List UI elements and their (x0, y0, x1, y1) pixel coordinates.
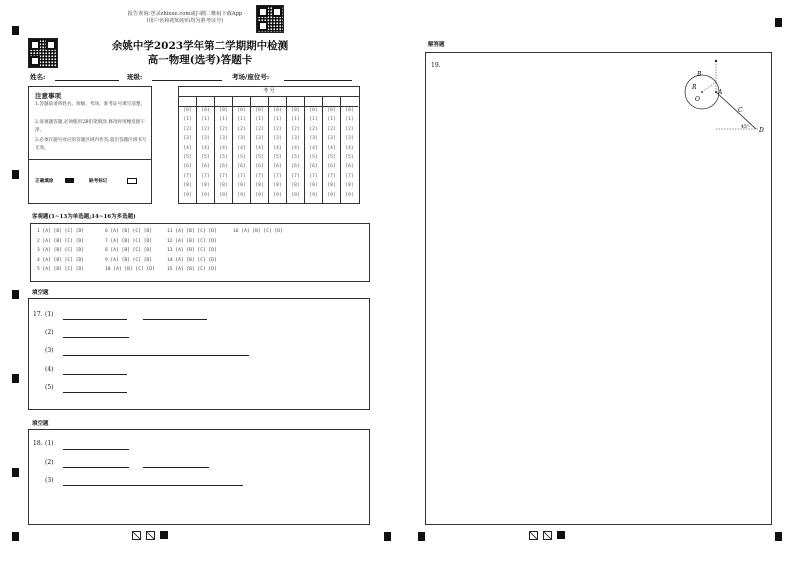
report-query-line-1: 报告查询:登录zhixue.com或扫描二维码下载App (127, 11, 243, 17)
exam-digit-option[interactable]: [2] (309, 126, 318, 132)
exam-digit-option[interactable]: [0] (327, 108, 336, 113)
footer-slash-box-3 (529, 531, 538, 540)
exam-digit-option[interactable]: [5] (255, 155, 264, 160)
radius-line (702, 82, 716, 92)
exam-digit-option[interactable]: [7] (183, 173, 192, 179)
question-18-number: 18. (33, 440, 43, 447)
mc-question-2[interactable]: 2 [A] [B] [C] [D] (37, 238, 85, 244)
correct-fill-label: 正确填涂 (35, 179, 54, 184)
exam-digit-option[interactable]: [0] (201, 108, 210, 113)
exam-digit-option[interactable]: [8] (219, 183, 228, 189)
mc-question-16[interactable]: 16 [A] [B] [C] [D] (233, 229, 283, 234)
exam-digit-option[interactable]: [0] (183, 108, 192, 113)
exam-digit-option[interactable]: [3] (183, 136, 192, 142)
exam-digit-option[interactable]: [3] (219, 136, 228, 142)
q17-sub-4: (4) (45, 366, 54, 373)
exam-digit-option[interactable]: [9] (219, 192, 228, 198)
exam-digit-option[interactable]: [2] (183, 126, 192, 132)
missing-exam-label: 缺考标记 (89, 179, 108, 184)
exam-digit-option[interactable]: [5] (183, 155, 192, 160)
exam-digit-option[interactable]: [8] (327, 183, 336, 189)
exam-digit-option[interactable]: [8] (201, 183, 210, 189)
exam-digit-option[interactable]: [0] (291, 108, 300, 113)
mc-question-9[interactable]: 9 [A] [B] [C] [D] (105, 257, 153, 263)
corner-mark-bottom-left (12, 532, 19, 541)
exam-digit-option[interactable]: [8] (255, 183, 264, 189)
exam-digit-option[interactable]: [1] (345, 117, 354, 123)
question-17-number: 17. (33, 311, 43, 318)
exam-digit-option[interactable]: [2] (255, 126, 264, 132)
sheet-subtitle: 高一物理(选考)答题卡 (147, 54, 253, 66)
exam-digit-option[interactable]: [3] (309, 136, 318, 142)
exam-digit-option[interactable]: [9] (345, 192, 354, 198)
exam-digit-option[interactable]: [6] (345, 164, 354, 170)
exam-number-title: 考 号 (179, 87, 359, 97)
notice-item-3: 3.必须在题号对应的答题区域内作答,超出答题区域书写无效。 (35, 138, 147, 151)
exam-digit-option[interactable]: [7] (309, 173, 318, 179)
name-label: 姓名: (30, 73, 46, 81)
mc-question-5[interactable]: 5 [A] [B] [C] [D] (37, 267, 85, 272)
exam-digit-option[interactable]: [4] (219, 145, 228, 151)
q17-answer-5[interactable] (63, 392, 127, 393)
top-point (715, 60, 717, 62)
corner-mark-bottom-mid-left (384, 532, 391, 541)
incline-line (716, 92, 756, 129)
q17-sub-2: (2) (45, 329, 54, 336)
exam-digit-option[interactable]: [9] (309, 192, 318, 198)
mc-question-10[interactable]: 10 [A] [B] [C] [D] (105, 267, 155, 272)
point-A (715, 91, 717, 93)
exam-digit-option[interactable]: [4] (201, 145, 210, 151)
exam-digit-option[interactable]: [5] (291, 155, 300, 160)
exam-digit-option[interactable]: [3] (255, 136, 264, 142)
fill-section-1-box (28, 298, 370, 410)
exam-number-grid (178, 86, 360, 204)
exam-digit-option[interactable]: [7] (255, 173, 264, 179)
exam-digit-option[interactable]: [0] (219, 108, 228, 113)
exam-digit-option[interactable]: [9] (327, 192, 336, 198)
exam-digit-option[interactable]: [1] (219, 117, 228, 123)
exam-digit-option[interactable]: [2] (327, 126, 336, 132)
mc-question-8[interactable]: 8 [A] [B] [C] [D] (105, 248, 153, 253)
edge-mark-left-3 (12, 374, 19, 383)
exam-digit-option[interactable]: [1] (273, 117, 282, 123)
exam-digit-option[interactable]: [7] (219, 173, 228, 179)
exam-digit-option[interactable]: [6] (183, 164, 192, 170)
missing-exam-checkbox[interactable] (127, 178, 137, 184)
q18-sub-3: (3) (45, 477, 54, 484)
exam-digit-option[interactable]: [0] (309, 108, 318, 113)
report-query-note (100, 11, 270, 25)
mc-question-15[interactable]: 15 [A] [B] [C] [D] (167, 267, 217, 272)
exam-digit-option[interactable]: [4] (255, 145, 264, 151)
exam-digit-option[interactable]: [9] (183, 192, 192, 198)
footer-solid-box-right (557, 531, 565, 539)
footer-slash-box-4 (543, 531, 552, 540)
footer-slash-box-2 (146, 531, 155, 540)
exam-digit-option[interactable]: [5] (345, 155, 354, 160)
exam-digit-option[interactable]: [3] (327, 136, 336, 142)
exam-digit-option[interactable]: [6] (201, 164, 210, 170)
exam-digit-option[interactable]: [9] (237, 192, 246, 198)
exam-digit-option[interactable]: [5] (309, 155, 318, 160)
class-label: 班级: (127, 73, 143, 81)
exam-digit-option[interactable]: [2] (219, 126, 228, 132)
exam-digit-option[interactable]: [0] (255, 108, 264, 113)
edge-mark-left-4 (12, 468, 19, 477)
exam-digit-option[interactable]: [8] (291, 183, 300, 189)
exam-digit-option[interactable]: [1] (183, 117, 192, 123)
q17-sub-1: (1) (45, 311, 54, 318)
class-field[interactable] (152, 80, 222, 81)
fill-section-2-box (28, 429, 370, 525)
label-A: A (718, 89, 723, 96)
school-title: 余姚中学2023学年第二学期期中检测 (111, 40, 289, 52)
corner-mark-bottom-mid-right (418, 532, 425, 541)
exam-digit-option[interactable]: [1] (255, 117, 264, 123)
exam-digit-option[interactable]: [6] (327, 164, 336, 170)
exam-digit-option[interactable]: [5] (201, 155, 210, 160)
exam-digit-option[interactable]: [2] (201, 126, 210, 132)
mc-question-7[interactable]: 7 [A] [B] [C] [D] (105, 238, 153, 244)
exam-digit-option[interactable]: [1] (327, 117, 336, 123)
label-R: R (692, 84, 697, 91)
exam-digit-option[interactable]: [2] (291, 126, 300, 132)
objective-box (30, 223, 370, 282)
exam-digit-option[interactable]: [4] (183, 145, 192, 151)
q17-answer-1b[interactable] (143, 319, 207, 320)
exam-digit-option[interactable]: [1] (237, 117, 246, 123)
exam-digit-option[interactable]: [5] (273, 155, 282, 160)
q17-sub-5: (5) (45, 384, 54, 391)
physics-diagram (676, 55, 776, 145)
exam-digit-option[interactable]: [4] (309, 145, 318, 151)
mc-question-14[interactable]: 14 [A] [B] [C] [D] (167, 257, 217, 263)
exam-digit-option[interactable]: [7] (327, 173, 336, 179)
exam-digit-option[interactable]: [1] (201, 117, 210, 123)
label-O: O (695, 96, 700, 103)
mc-question-3[interactable]: 3 [A] [B] [C] [D] (37, 248, 85, 253)
qr-code-top (256, 5, 284, 33)
point-O (701, 91, 703, 93)
label-C: C (738, 107, 743, 114)
notice-item-2: 2.客观题答题,必须使用2B铅笔填涂,修改时用橡皮擦干净。 (35, 120, 146, 133)
exam-digit-option[interactable]: [3] (273, 136, 282, 142)
exam-digit-option[interactable]: [0] (237, 108, 246, 113)
notice-box (28, 86, 152, 204)
exam-digit-option[interactable]: [8] (273, 183, 282, 189)
q18-sub-1: (1) (45, 440, 54, 447)
exam-digit-option[interactable]: [6] (237, 164, 246, 170)
exam-digit-option[interactable]: [6] (255, 164, 264, 170)
fill-section-1-label: 填空题 (32, 290, 49, 296)
exam-digit-option[interactable]: [1] (291, 117, 300, 123)
q17-sub-3: (3) (45, 347, 54, 354)
exam-digit-option[interactable]: [7] (273, 173, 282, 179)
answer-section-box (425, 52, 772, 525)
mc-question-11[interactable]: 11 [A] [B] [C] [D] (167, 229, 217, 234)
footer-solid-box (160, 531, 168, 539)
question-19-number: 19. (431, 62, 441, 69)
label-D: D (759, 127, 764, 134)
name-field[interactable] (55, 80, 119, 81)
exam-digit-option[interactable]: [3] (345, 136, 354, 142)
exam-digit-option[interactable]: [7] (345, 173, 354, 179)
q18-answer-3[interactable] (63, 485, 243, 486)
exam-digit-option[interactable]: [2] (345, 126, 354, 132)
corner-mark-top-left (12, 26, 19, 35)
exam-digit-option[interactable]: [5] (219, 155, 228, 160)
exam-digit-option[interactable]: [6] (273, 164, 282, 170)
exam-digit-option[interactable]: [9] (255, 192, 264, 198)
exam-digit-option[interactable]: [4] (327, 145, 336, 151)
edge-mark-left-2 (12, 290, 19, 299)
exam-digit-option[interactable]: [4] (273, 145, 282, 151)
label-B: B (697, 71, 702, 78)
exam-digit-option[interactable]: [7] (237, 173, 246, 179)
exam-digit-option[interactable]: [0] (345, 108, 354, 113)
exam-digit-option[interactable]: [5] (237, 155, 246, 160)
exam-digit-option[interactable]: [9] (273, 192, 282, 198)
notice-title: 注意事项 (35, 92, 61, 100)
exam-digit-option[interactable]: [7] (201, 173, 210, 179)
corner-mark-bottom-right (775, 532, 782, 541)
mc-question-1[interactable]: 1 [A] [B] [C] [D] (37, 229, 85, 234)
corner-mark-top-right (775, 18, 782, 27)
q18-answer-2a[interactable] (63, 467, 129, 468)
q18-answer-1[interactable] (63, 449, 129, 450)
seat-label: 考场/座位号: (232, 73, 270, 81)
mc-question-12[interactable]: 12 [A] [B] [C] [D] (167, 238, 217, 244)
exam-digit-option[interactable]: [3] (237, 136, 246, 142)
exam-digit-option[interactable]: [3] (291, 136, 300, 142)
q17-answer-4[interactable] (63, 374, 127, 375)
exam-digit-option[interactable]: [4] (237, 145, 246, 151)
exam-digit-option[interactable]: [2] (273, 126, 282, 132)
fill-section-2-label: 填空题 (32, 421, 49, 427)
footer-slash-box-1 (132, 531, 141, 540)
correct-fill-swatch (65, 178, 74, 183)
qr-code-student (28, 38, 58, 68)
exam-digit-option[interactable]: [8] (237, 183, 246, 189)
q17-answer-1a[interactable] (63, 319, 127, 320)
exam-digit-option[interactable]: [0] (273, 108, 282, 113)
mc-question-13[interactable]: 13 [A] [B] [C] [D] (167, 248, 217, 253)
exam-digit-option[interactable]: [9] (201, 192, 210, 198)
exam-digit-option[interactable]: [6] (291, 164, 300, 170)
exam-digit-option[interactable]: [1] (309, 117, 318, 123)
exam-digit-option[interactable]: [8] (309, 183, 318, 189)
exam-digit-option[interactable]: [8] (345, 183, 354, 189)
notice-item-1: 1.答题前请将姓名、班级、考场、准考证号填写清楚。 (35, 102, 146, 107)
angle-label: 45° (741, 125, 749, 130)
exam-digit-option[interactable]: [4] (345, 145, 354, 151)
exam-digit-option[interactable]: [2] (237, 126, 246, 132)
answer-section-label: 解答题 (428, 42, 445, 48)
notice-divider (29, 159, 151, 160)
mc-question-6[interactable]: 6 [A] [B] [C] [D] (105, 229, 153, 234)
exam-digit-option[interactable]: [3] (201, 136, 210, 142)
exam-digit-option[interactable]: [9] (291, 192, 300, 198)
exam-digit-option[interactable]: [5] (327, 155, 336, 160)
q17-answer-2[interactable] (63, 337, 129, 338)
q17-answer-3[interactable] (63, 355, 249, 356)
mc-question-4[interactable]: 4 [A] [B] [C] [D] (37, 257, 85, 263)
edge-mark-left-1 (12, 170, 19, 179)
objective-section-label: 客观题(1~13为单选题;14~16为多选题) (32, 214, 136, 220)
q18-answer-2b[interactable] (143, 467, 209, 468)
report-query-line-2: (用户名和初始密码均为准考证号) (146, 18, 224, 24)
exam-digit-option[interactable]: [4] (291, 145, 300, 151)
seat-field[interactable] (284, 80, 352, 81)
exam-digit-option[interactable]: [8] (183, 183, 192, 189)
exam-digit-option[interactable]: [6] (219, 164, 228, 170)
exam-digit-option[interactable]: [7] (291, 173, 300, 179)
exam-digit-option[interactable]: [6] (309, 164, 318, 170)
q18-sub-2: (2) (45, 459, 54, 466)
